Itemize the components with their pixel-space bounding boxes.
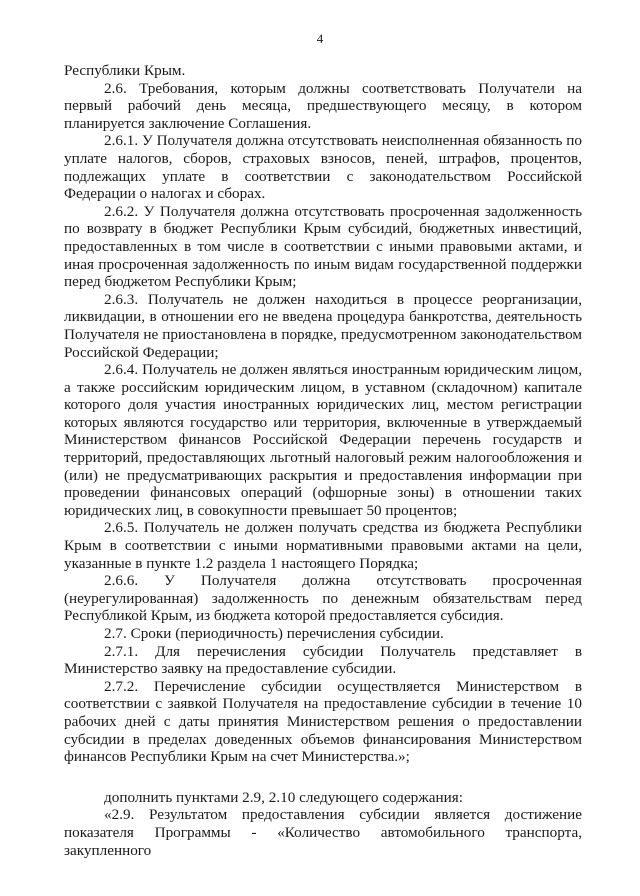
paragraph: 2.7.2. Перечисление субсидии осуществляется Министерством в соответствии с заявкой Получателя на предоставление субсидии в течение 10 рабочих дней с даты принятия Министерством решения о предоставлении субсидии в пределах доведенных объемов финансирования Министерством финансов Республики Крым на счет Министерства.»; <box>64 677 582 766</box>
paragraph: 2.6.4. Получатель не должен являться иностранным юридическим лицом, а также российским юридическим лицом, в уставном (складочном) капитале которого доля участия иностранных юридических лиц, местом регистрации которых являются государство или территория, включенные в утверждаемый Министерством финансов Российской Федерации перечень государств и территорий, предоставляющих льготный налоговый режим налогообложения и (или) не предусматривающих раскрытия и предоставления информации при проведении финансовых операций (офшорные зоны) в отношении таких юридических лиц, в совокупности превышает 50 процентов; <box>64 361 582 519</box>
paragraph: 2.6.1. У Получателя должна отсутствовать неисполненная обязанность по уплате налогов, сборов, страховых взносов, пеней, штрафов, процентов, подлежащих уплате в соответствии с законодательством Российской Федерации о налогах и сборах. <box>64 132 582 203</box>
document-body <box>64 62 582 859</box>
paragraph: 2.6.6. У Получателя должна отсутствовать просроченная (неурегулированная) задолженность по денежным обязательствам перед Республикой Крым, из бюджета которой предоставляется субсидия. <box>64 572 582 625</box>
paragraph: Республики Крым. <box>64 62 186 79</box>
page-number: 4 <box>316 31 324 46</box>
paragraph: «2.9. Результатом предоставления субсидии является достижение показателя Программы - «Количество автомобильного транспорта, закупленного <box>64 806 582 859</box>
paragraph: 2.6.2. У Получателя должна отсутствовать просроченная задолженность по возврату в бюджет Республики Крым субсидий, бюджетных инвестиций, предоставленных в том числе в соответствии с иными правовыми актами, и иная просроченная задолженность по иным видам государственной поддержки перед бюджетом Республики Крым; <box>64 202 582 291</box>
paragraph: 2.7. Сроки (периодичность) перечисления субсидии. <box>104 625 444 642</box>
paragraph: 2.6. Требования, которым должны соответствовать Получатели на первый рабочий день месяца, предшествующего месяцу, в котором планируется заключение Соглашения. <box>64 79 582 132</box>
paragraph: 2.7.1. Для перечисления субсидии Получатель представляет в Министерство заявку на предоставление субсидии. <box>64 642 582 678</box>
paragraph: 2.6.5. Получатель не должен получать средства из бюджета Республики Крым в соответствии с иными нормативными правовыми актами на цели, указанные в пункте 1.2 раздела 1 настоящего Порядка; <box>64 519 582 572</box>
paragraph: дополнить пунктами 2.9, 2.10 следующего содержания: <box>104 788 463 806</box>
paragraph: 2.6.3. Получатель не должен находиться в процессе реорганизации, ликвидации, в отношении его не введена процедура банкротства, деятельность Получателя не приостановлена в порядке, предусмотренном законодательством Российской Федерации; <box>64 290 582 361</box>
